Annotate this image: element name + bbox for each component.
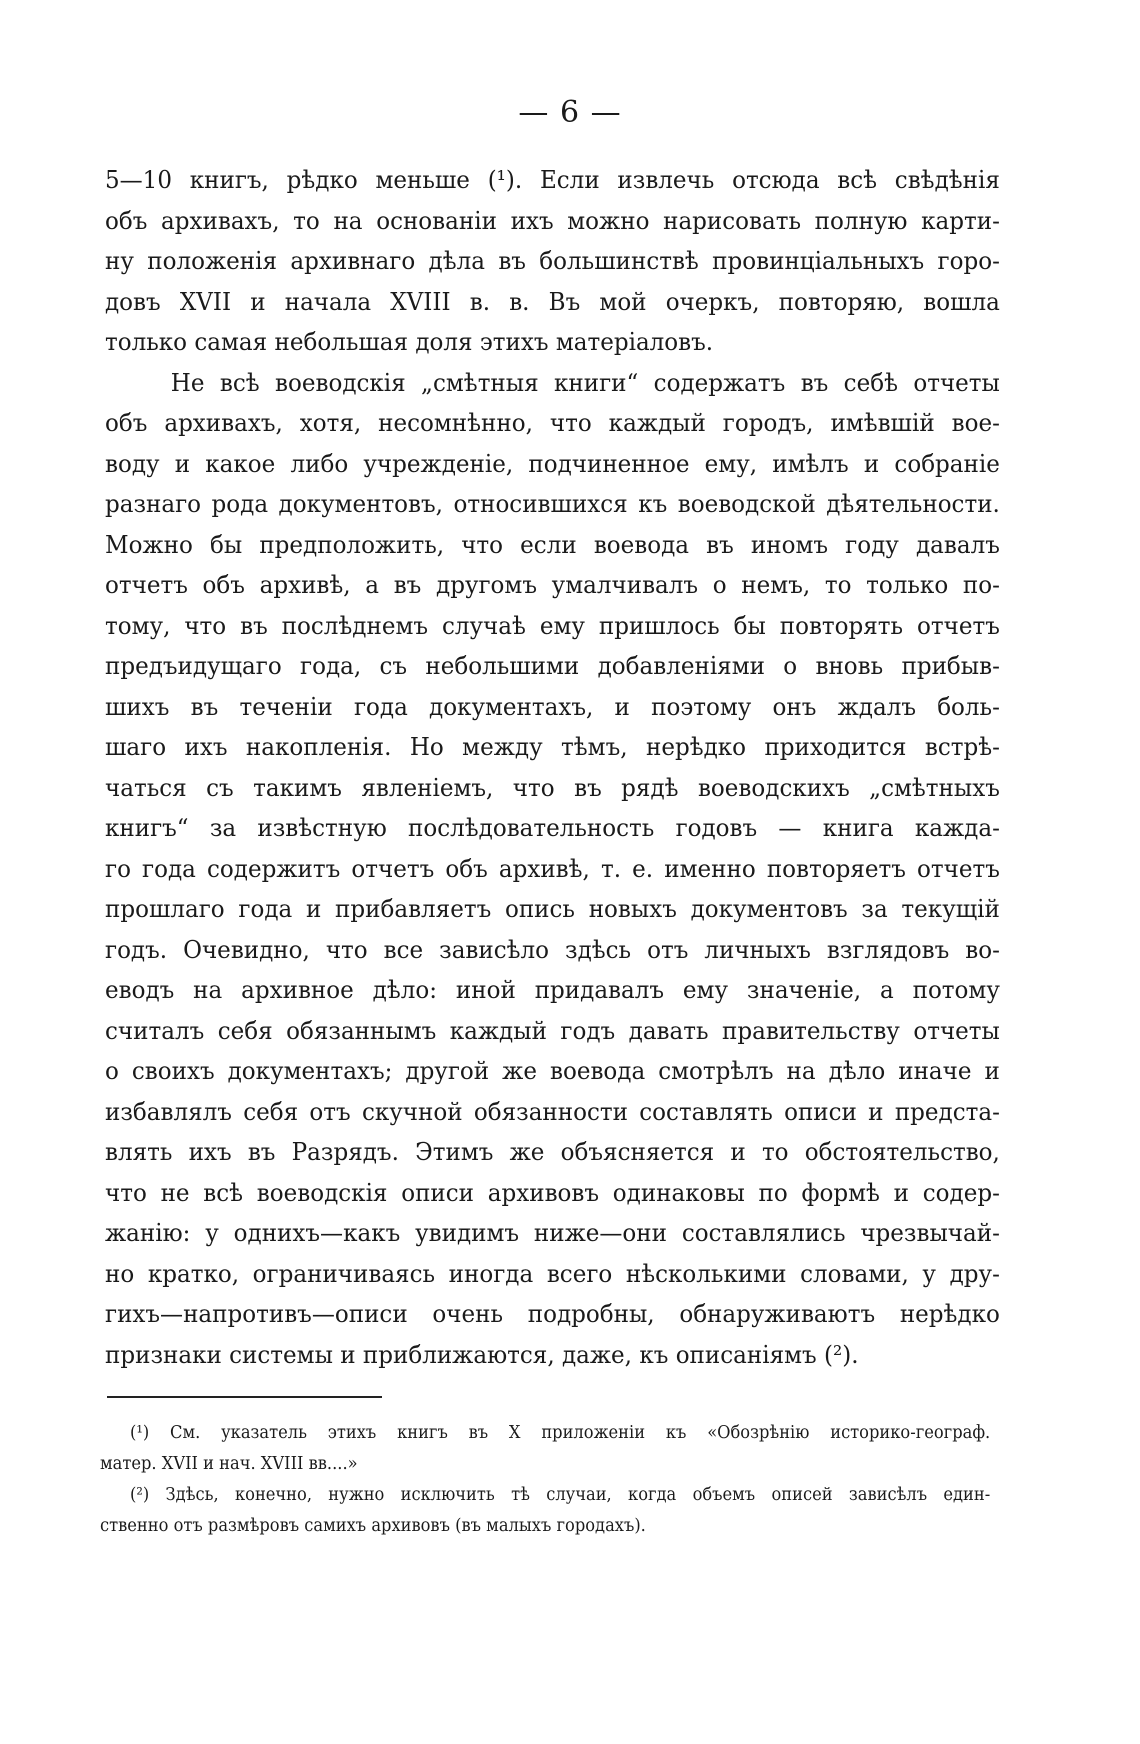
text-line: разнаго рода документовъ, относившихся къ воеводской дѣятельности. xyxy=(105,489,1000,518)
footnote-line: ственно отъ размѣровъ самихъ архивовъ (въ малыхъ городахъ). xyxy=(100,1516,646,1536)
text-line: ну положенія архивнаго дѣла въ большинствѣ провинціальныхъ горо- xyxy=(105,246,1000,275)
body-text xyxy=(105,160,1000,1375)
text-line: гихъ—напротивъ—описи очень подробны, обнаруживаютъ нерѣдко xyxy=(105,1299,1000,1328)
text-line: предъидущаго года, съ небольшими добавленіями о вновь прибыв- xyxy=(105,651,1000,680)
text-line: чаться съ такимъ явленіемъ, что въ рядѣ воеводскихъ „смѣтныхъ xyxy=(105,772,1000,802)
text-line: книгъ“ за извѣстную послѣдовательность годовъ — книга кажда- xyxy=(105,813,1000,842)
page-number: — 6 — xyxy=(518,95,622,130)
text-line: только самая небольшая доля этихъ матеріаловъ. xyxy=(105,327,714,356)
footnote-divider xyxy=(107,1396,382,1398)
text-line: отчетъ объ архивѣ, а въ другомъ умалчивалъ о немъ, то только по- xyxy=(105,570,1000,599)
text-line: жанію: у однихъ—какъ увидимъ ниже—они составлялись чрезвычай- xyxy=(105,1218,1000,1247)
text-line: влять ихъ въ Разрядъ. Этимъ же объясняется и то обстоятельство, xyxy=(105,1137,1000,1166)
text-line: воду и какое либо учрежденіе, подчиненное ему, имѣлъ и собраніе xyxy=(105,448,1000,478)
text-line: Можно бы предположить, что если воевода въ иномъ году давалъ xyxy=(105,529,1000,559)
text-line: тому, что въ послѣднемъ случаѣ ему пришлось бы повторять отчетъ xyxy=(105,610,1000,640)
text-line: прошлаго года и прибавляетъ опись новыхъ документовъ за текущій xyxy=(105,894,1000,923)
text-line: объ архивахъ, хотя, несомнѣнно, что каждый городъ, имѣвшій вое- xyxy=(105,408,1000,437)
text-line: о своихъ документахъ; другой же воевода смотрѣлъ на дѣло иначе и xyxy=(105,1056,1000,1085)
text-line: Не всѣ воеводскія „смѣтныя книги“ содержатъ въ себѣ отчеты xyxy=(170,367,1000,397)
text-line: объ архивахъ, то на основаніи ихъ можно нарисовать полную карти- xyxy=(105,205,1000,235)
text-line: довъ XVII и начала XVIII в. в. Въ мой очеркъ, повторяю, вошла xyxy=(105,286,1000,316)
footnote-line: (²) Здѣсь, конечно, нужно исключить тѣ случаи, когда объемъ описей зависѣлъ един- xyxy=(130,1485,991,1505)
text-line: годъ. Очевидно, что все зависѣло здѣсь отъ личныхъ взглядовъ во- xyxy=(105,934,1000,964)
footnotes xyxy=(100,1418,1000,1542)
text-line: считалъ себя обязаннымъ каждый годъ давать правительству отчеты xyxy=(105,1015,1000,1045)
text-line: признаки системы и приближаются, даже, къ описаніямъ (²). xyxy=(105,1339,859,1369)
text-line: что не всѣ воеводскія описи архивовъ одинаковы по формѣ и содер- xyxy=(105,1177,1000,1207)
text-line: избавлялъ себя отъ скучной обязанности составлять описи и предста- xyxy=(105,1096,1000,1126)
footnote-line: матер. XVII и нач. XVIII вв....» xyxy=(100,1454,358,1474)
text-line: 5—10 книгъ, рѣдко меньше (¹). Если извлечь отсюда всѣ свѣдѣнія xyxy=(105,165,1000,194)
text-line: но кратко, ограничиваясь иногда всего нѣсколькими словами, у дру- xyxy=(105,1258,1000,1288)
text-line: шаго ихъ накопленія. Но между тѣмъ, нерѣдко приходится встрѣ- xyxy=(105,732,1000,761)
text-line: го года содержитъ отчетъ объ архивѣ, т. е. именно повторяетъ отчетъ xyxy=(105,853,1000,883)
footnote-line: (¹) См. указатель этихъ книгъ въ X приложеніи къ «Обозрѣнію историко-географ. xyxy=(130,1423,991,1443)
text-line: шихъ въ теченіи года документахъ, и поэтому онъ ждалъ боль- xyxy=(105,691,1000,721)
text-line: еводъ на архивное дѣло: иной придавалъ ему значеніе, а потому xyxy=(105,975,1000,1004)
